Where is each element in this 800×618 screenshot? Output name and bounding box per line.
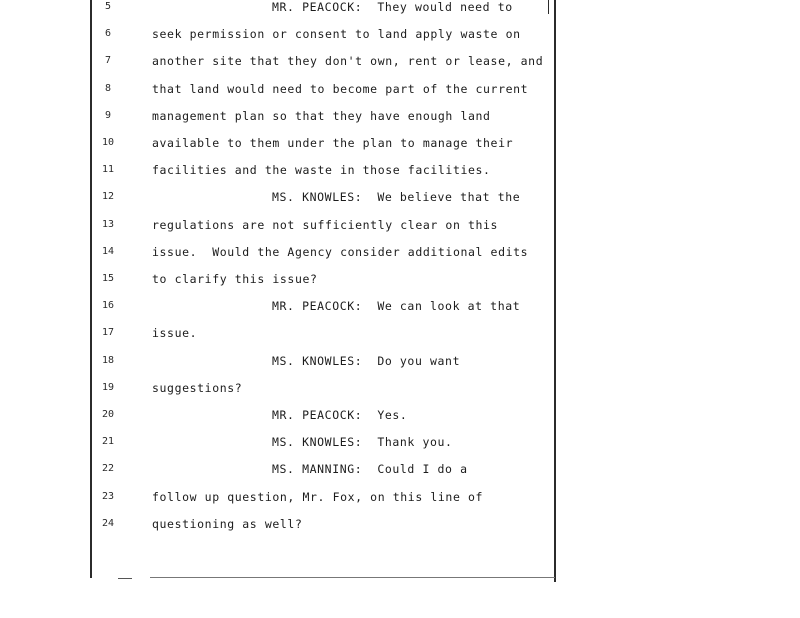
bottom-left-tick	[118, 578, 132, 579]
line-number: 19	[101, 381, 115, 393]
transcript-line	[0, 79, 560, 99]
line-number: 20	[101, 409, 115, 420]
line-text: management plan so that they have enough land	[152, 108, 491, 123]
transcript-line	[0, 296, 560, 316]
line-text: MR. PEACOCK: They would need to	[272, 0, 513, 14]
line-text: MR. PEACOCK: Yes.	[272, 408, 408, 422]
line-number: 16	[101, 300, 115, 312]
bottom-rule	[150, 577, 555, 578]
line-number: 14	[101, 245, 115, 257]
line-text: another site that they don't own, rent or lease, and	[152, 54, 544, 69]
transcript-line	[0, 432, 560, 452]
line-number: 6	[104, 28, 112, 40]
line-text: that land would need to become part of the current	[152, 81, 529, 96]
line-text: MS. KNOWLES: We believe that the	[272, 190, 521, 205]
line-text: to clarify this issue?	[152, 272, 318, 286]
line-text: available to them under the plan to manage their	[152, 136, 514, 150]
transcript-line	[0, 106, 560, 126]
line-text: MS. MANNING: Could I do a	[272, 462, 468, 477]
line-number: 7	[104, 55, 112, 67]
transcript-line	[0, 160, 560, 180]
transcript-line	[0, 187, 560, 207]
line-number: 15	[101, 273, 115, 284]
transcript-line	[0, 242, 560, 262]
line-text: MS. KNOWLES: Thank you.	[272, 435, 453, 450]
line-number: 21	[101, 436, 115, 448]
line-text: suggestions?	[152, 380, 243, 395]
line-text: follow up question, Mr. Fox, on this line of	[152, 489, 484, 504]
line-text: issue. Would the Agency consider additional edits	[152, 244, 529, 259]
transcript-line	[0, 405, 560, 425]
line-number: 24	[101, 517, 115, 529]
line-number: 11	[101, 164, 115, 176]
transcript-line	[0, 323, 560, 343]
transcript-line	[0, 215, 560, 235]
line-text: facilities and the waste in those facilities.	[152, 163, 491, 178]
line-text: MS. KNOWLES: Do you want	[272, 353, 461, 368]
transcript-line	[0, 133, 560, 153]
transcript-line	[0, 378, 560, 398]
line-number: 13	[101, 218, 115, 230]
line-number: 5	[104, 1, 112, 12]
line-number: 23	[101, 490, 115, 502]
transcript-line	[0, 351, 560, 371]
transcript-line	[0, 269, 560, 289]
line-text: MR. PEACOCK: We can look at that	[272, 299, 521, 314]
line-number: 18	[101, 354, 115, 366]
transcript-line	[0, 487, 560, 507]
line-text: regulations are not sufficiently clear on this	[152, 217, 499, 232]
transcript-line	[0, 0, 560, 17]
transcript-line	[0, 24, 560, 44]
line-text: questioning as well?	[152, 516, 303, 531]
line-number: 22	[101, 463, 115, 475]
transcript-line	[0, 459, 560, 479]
line-number: 8	[104, 82, 112, 94]
line-text: seek permission or consent to land apply waste on	[152, 27, 521, 42]
transcript-line	[0, 514, 560, 534]
line-number: 9	[104, 109, 112, 121]
transcript-line	[0, 51, 560, 71]
line-number: 10	[101, 137, 115, 148]
line-number: 12	[101, 191, 115, 203]
line-number: 17	[101, 327, 115, 339]
line-text: issue.	[152, 326, 198, 341]
